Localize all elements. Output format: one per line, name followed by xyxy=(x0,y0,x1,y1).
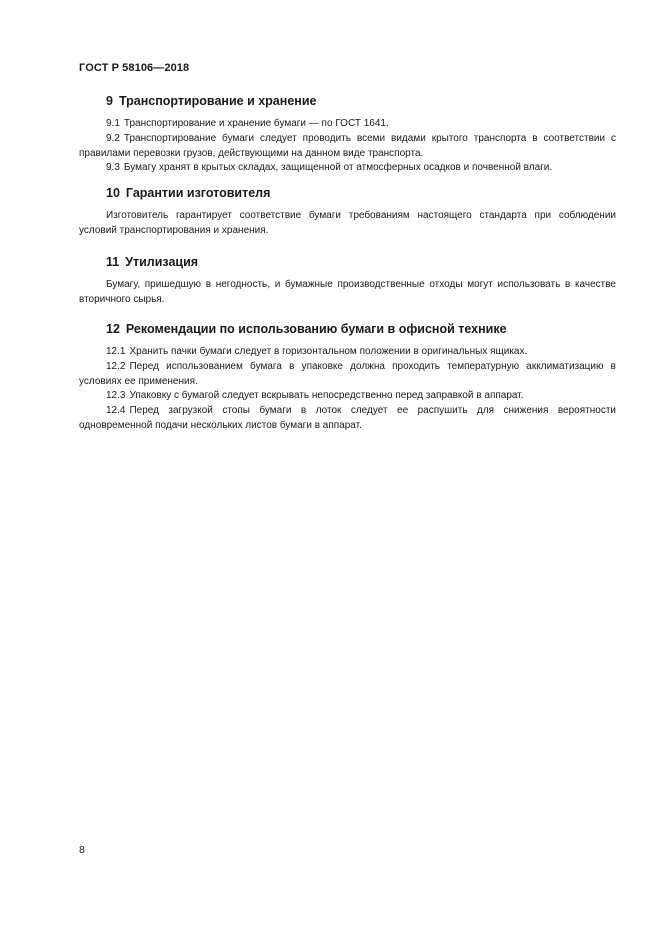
paragraph xyxy=(79,132,616,162)
standard-designation: ГОСТ Р 58106—2018 xyxy=(79,62,190,74)
section-heading xyxy=(79,321,616,337)
section-heading xyxy=(79,185,616,201)
paragraph-text: Перед использованием бумага в упаковке должна проходить температурную акклиматизацию в условиях ее применения. xyxy=(79,360,616,387)
paragraph-number: 9.2 xyxy=(106,132,120,144)
section-number: 9 xyxy=(106,94,113,108)
paragraph-number: 12.4 xyxy=(106,405,126,417)
paragraph xyxy=(79,360,616,390)
paragraph xyxy=(79,278,616,308)
section-11 xyxy=(79,254,616,308)
section-number: 12 xyxy=(106,322,120,336)
paragraph-number: 9.1 xyxy=(106,118,120,129)
page-number: 8 xyxy=(79,844,85,856)
paragraph xyxy=(79,404,616,434)
paragraph-text: Упаковку с бумагой следует вскрывать непосредственно перед заправкой в аппарат. xyxy=(129,390,524,402)
section-10 xyxy=(79,185,616,239)
section-9 xyxy=(79,93,616,176)
paragraph-text: Транспортирование и хранение бумаги — по ГОСТ 1641. xyxy=(123,118,389,129)
paragraph-number: 12.1 xyxy=(106,346,126,357)
section-heading xyxy=(79,93,616,109)
section-number: 11 xyxy=(106,255,120,269)
paragraph xyxy=(79,389,616,404)
paragraph xyxy=(79,345,616,360)
paragraph-text: Изготовитель гарантирует соответствие бумаги требованиям настоящего стандарта при соблюдении условий транспортирования и хранения. xyxy=(79,210,616,236)
section-body xyxy=(79,278,616,308)
paragraph xyxy=(79,117,616,132)
paragraph-number: 9.3 xyxy=(106,162,120,174)
section-body xyxy=(79,345,616,434)
paragraph-text: Транспортирование бумаги следует проводить всеми видами крытого транспорта в соответствии с правилами перевозки грузов, действующими на данном виде транспорта. xyxy=(79,132,616,159)
section-body xyxy=(79,117,616,176)
section-body xyxy=(79,209,616,239)
paragraph xyxy=(79,161,616,176)
section-number: 10 xyxy=(106,186,120,200)
paragraph-text: Хранить пачки бумаги следует в горизонтальном положении в оригинальных ящиках. xyxy=(129,346,528,357)
paragraph-number: 12.3 xyxy=(106,390,126,402)
paragraph-text: Бумагу хранят в крытых складах, защищенной от атмосферных осадков и почвенной влаги. xyxy=(123,162,553,174)
paragraph-text: Перед загрузкой стопы бумаги в лоток следует ее распушить для снижения вероятности одновременной подачи нескольких листов бумаги в аппарат. xyxy=(79,405,616,431)
section-title: Гарантии изготовителя xyxy=(125,186,271,200)
section-12 xyxy=(79,321,616,434)
section-title: Транспортирование и хранение xyxy=(118,94,317,108)
paragraph-text: Бумагу, пришедшую в негодность, и бумажные производственные отходы могут использовать в качестве вторичного сырья. xyxy=(79,279,616,305)
section-heading xyxy=(79,254,616,270)
paragraph-number: 12.2 xyxy=(106,360,126,372)
section-title: Рекомендации по использованию бумаги в офисной технике xyxy=(125,322,507,336)
paragraph xyxy=(79,209,616,239)
section-title: Утилизация xyxy=(125,255,199,269)
